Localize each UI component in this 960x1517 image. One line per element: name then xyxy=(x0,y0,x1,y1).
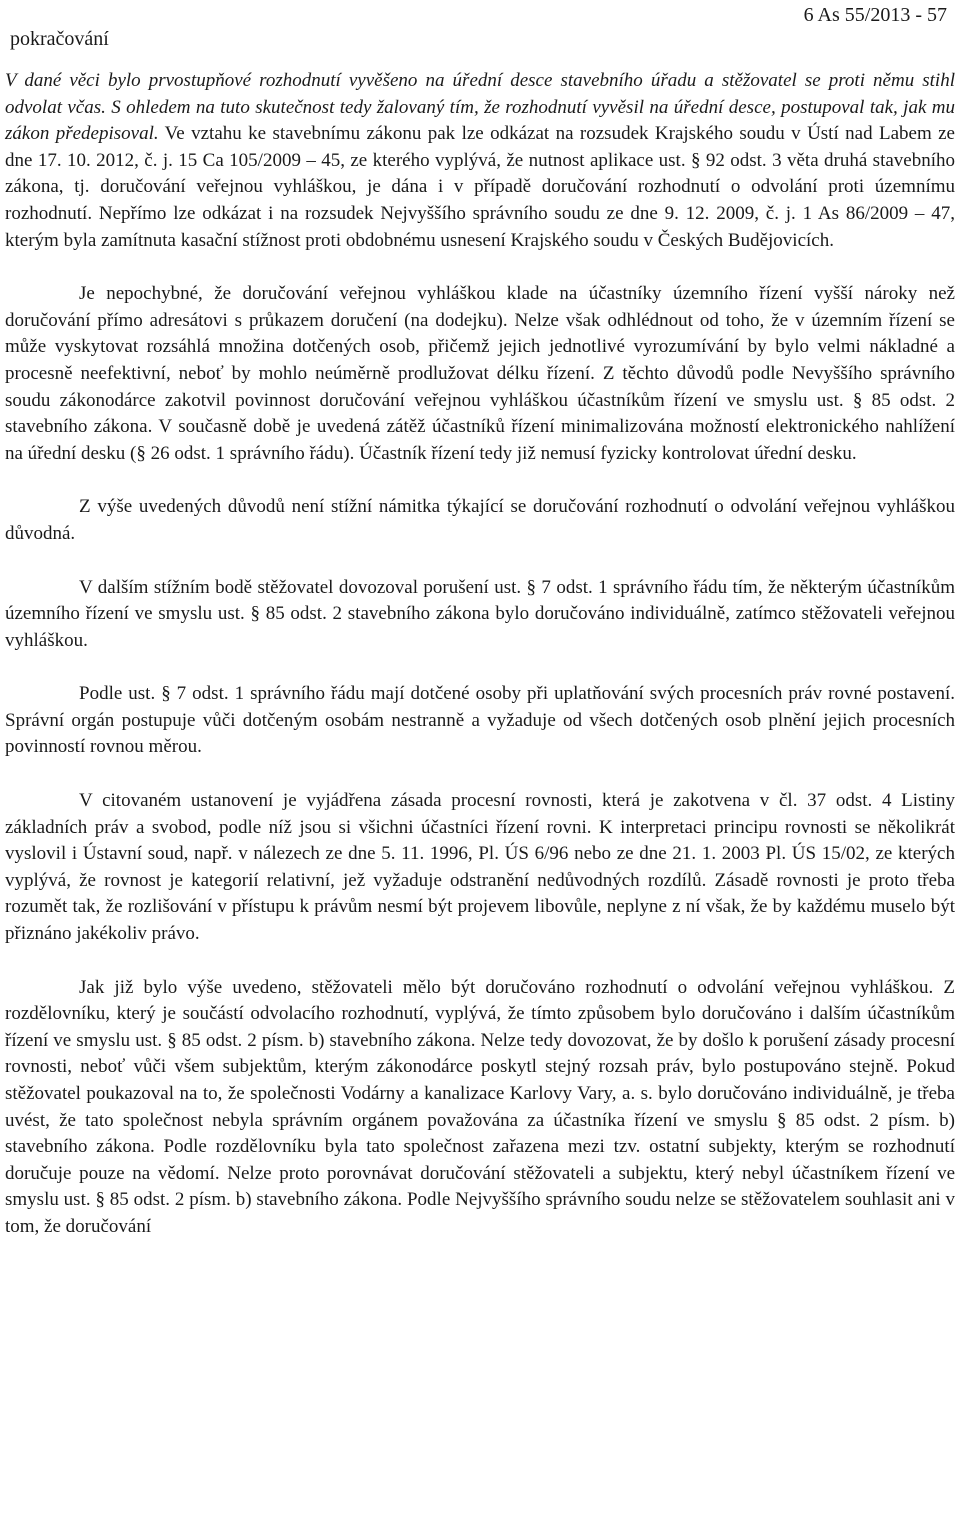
paragraph: Je nepochybné, že doručování veřejnou vyhláškou klade na účastníky územního řízení vyšší nároky než doručování přímo adresátovi s průkazem doručení (na dodejku). Nelze však odhlédnout od toho, že v územním řízení se může vyskytovat rozsáhlá množina dotčených osob, přičemž jejich jednotlivé vyrozumívání by bylo velmi nákladné a procesně neefektivní, neboť by mohlo neúměrně prodlužovat délku řízení. Z těchto důvodů podle Nevyššího správního soudu zákonodárce zakotvil povinnost doručování veřejnou vyhláškou účastníkům řízení ve smyslu ust. § 85 odst. 2 stavebního zákona. V současně době je uvedená zátěž účastníků řízení minimalizována možností elektronického nahlížení na úřední desku (§ 26 odst. 1 správního řádu). Účastník řízení tedy již nemusí fyzicky kontrolovat úřední desku. xyxy=(5,283,955,464)
paragraph: Podle ust. § 7 odst. 1 správního řádu mají dotčené osoby při uplatňování svých procesních práv rovné postavení. Správní orgán postupuje vůči dotčeným osobám nestranně a vyžaduje od všech dotčených osob plnění jejich procesních povinností rovnou měrou. xyxy=(5,683,955,758)
paragraph: V dalším stížním bodě stěžovatel dovozoval porušení ust. § 7 odst. 1 správního řádu tím, že některým účastníkům územního řízení ve smyslu ust. § 85 odst. 2 stavebního zákona bylo doručováno individuálně, zatímco stěžovateli veřejnou vyhláškou. xyxy=(5,576,955,651)
paragraph-text: Ve vztahu ke stavebnímu zákonu pak lze odkázat na rozsudek Krajského soudu v Ústí nad Labem ze dne 17. 10. 2012, č. j. 15 Ca 105/2009 – 45, ze kterého vyplývá, že nutnost aplikace ust. § 92 odst. 3 věta druhá stavebního zákona, tj. doručování veřejnou vyhláškou, je dána i v případě doručování rozhodnutí o odvolání proti územnímu rozhodnutí. Nepřímo lze odkázat i na rozsudek Nejvyššího správního soudu ze dne 9. 12. 2009, č. j. 1 As 86/2009 – 47, kterým byla zamítnuta kasační stížnost proti obdobnému usnesení Krajského soudu v Českých Budějovicích. xyxy=(5,123,955,251)
paragraph: Jak již bylo výše uvedeno, stěžovateli mělo být doručováno rozhodnutí o odvolání veřejnou vyhláškou. Z rozdělovníku, který je součástí odvolacího rozhodnutí, vyplývá, že tímto způsobem bylo doručováno i dalším účastníkům řízení ve smyslu ust. § 85 odst. 2 písm. b) stavebního zákona. Nelze tedy dovozovat, že by došlo k porušení zásady procesní rovnosti, neboť vůči všem subjektům, kterým zákonodárce poskytl stejný rozsah práv, bylo postupováno stejně. Pokud stěžovatel poukazoval na to, že společnosti Vodárny a kanalizace Karlovy Vary, a. s. bylo doručováno individuálně, je třeba uvést, že tato společnost nebyla správním orgánem považována za účastníka řízení ve smyslu § 85 odst. 2 písm. b) stavebního zákona. Podle rozdělovníku byla tato společnost zařazena mezi tzv. ostatní subjekty, kterým se rozhodnutí doručuje pouze na vědomí. Nelze proto porovnávat doručování stěžovateli a subjektu, který nebyl účastníkem řízení ve smyslu ust. § 85 odst. 2 písm. b) stavebního zákona. Podle Nejvyššího správního soudu nelze se stěžovatelem souhlasit ani v tom, že doručování xyxy=(5,976,955,1237)
case-number: 6 As 55/2013 - 57 xyxy=(803,4,947,26)
italic-quote: V dané věci bylo prvostupňové rozhodnutí vyvěšeno na úřední desce stavebního úřadu a stěžovatel se proti němu stihl odvolat včas. S ohledem na tuto skutečnost tedy žalovaný tím, že rozhodnutí vyvěsil na úřední desce, postupoval tak, jak mu zákon předepisoval. xyxy=(5,70,955,145)
paragraph: Z výše uvedených důvodů není stížní námitka týkající se doručování rozhodnutí o odvolání veřejnou vyhláškou důvodná. xyxy=(5,496,955,544)
paragraph: V citovaném ustanovení je vyjádřena zásada procesní rovnosti, která je zakotvena v čl. 37 odst. 4 Listiny základních práv a svobod, podle níž jsou si všichni účastníci řízení rovni. K interpretaci principu rovnosti se několikrát vyslovil i Ústavní soud, např. v nálezech ze dne 5. 11. 1996, Pl. ÚS 6/96 nebo ze dne 21. 1. 2003 Pl. ÚS 15/02, ze kterých vyplývá, že rovnost je kategorií relativní, jež vyžaduje odstranění nedůvodných rozdílů. Zásadě rovnosti je proto třeba rozumět tak, že rozlišování v přístupu k právům nesmí být projevem libovůle, neplyne z ní však, že by každému muselo být přiznáno jakékoliv právo. xyxy=(5,790,955,945)
continuation-label: pokračování xyxy=(10,28,109,50)
paragraph xyxy=(5,68,955,254)
page-header xyxy=(5,0,955,58)
